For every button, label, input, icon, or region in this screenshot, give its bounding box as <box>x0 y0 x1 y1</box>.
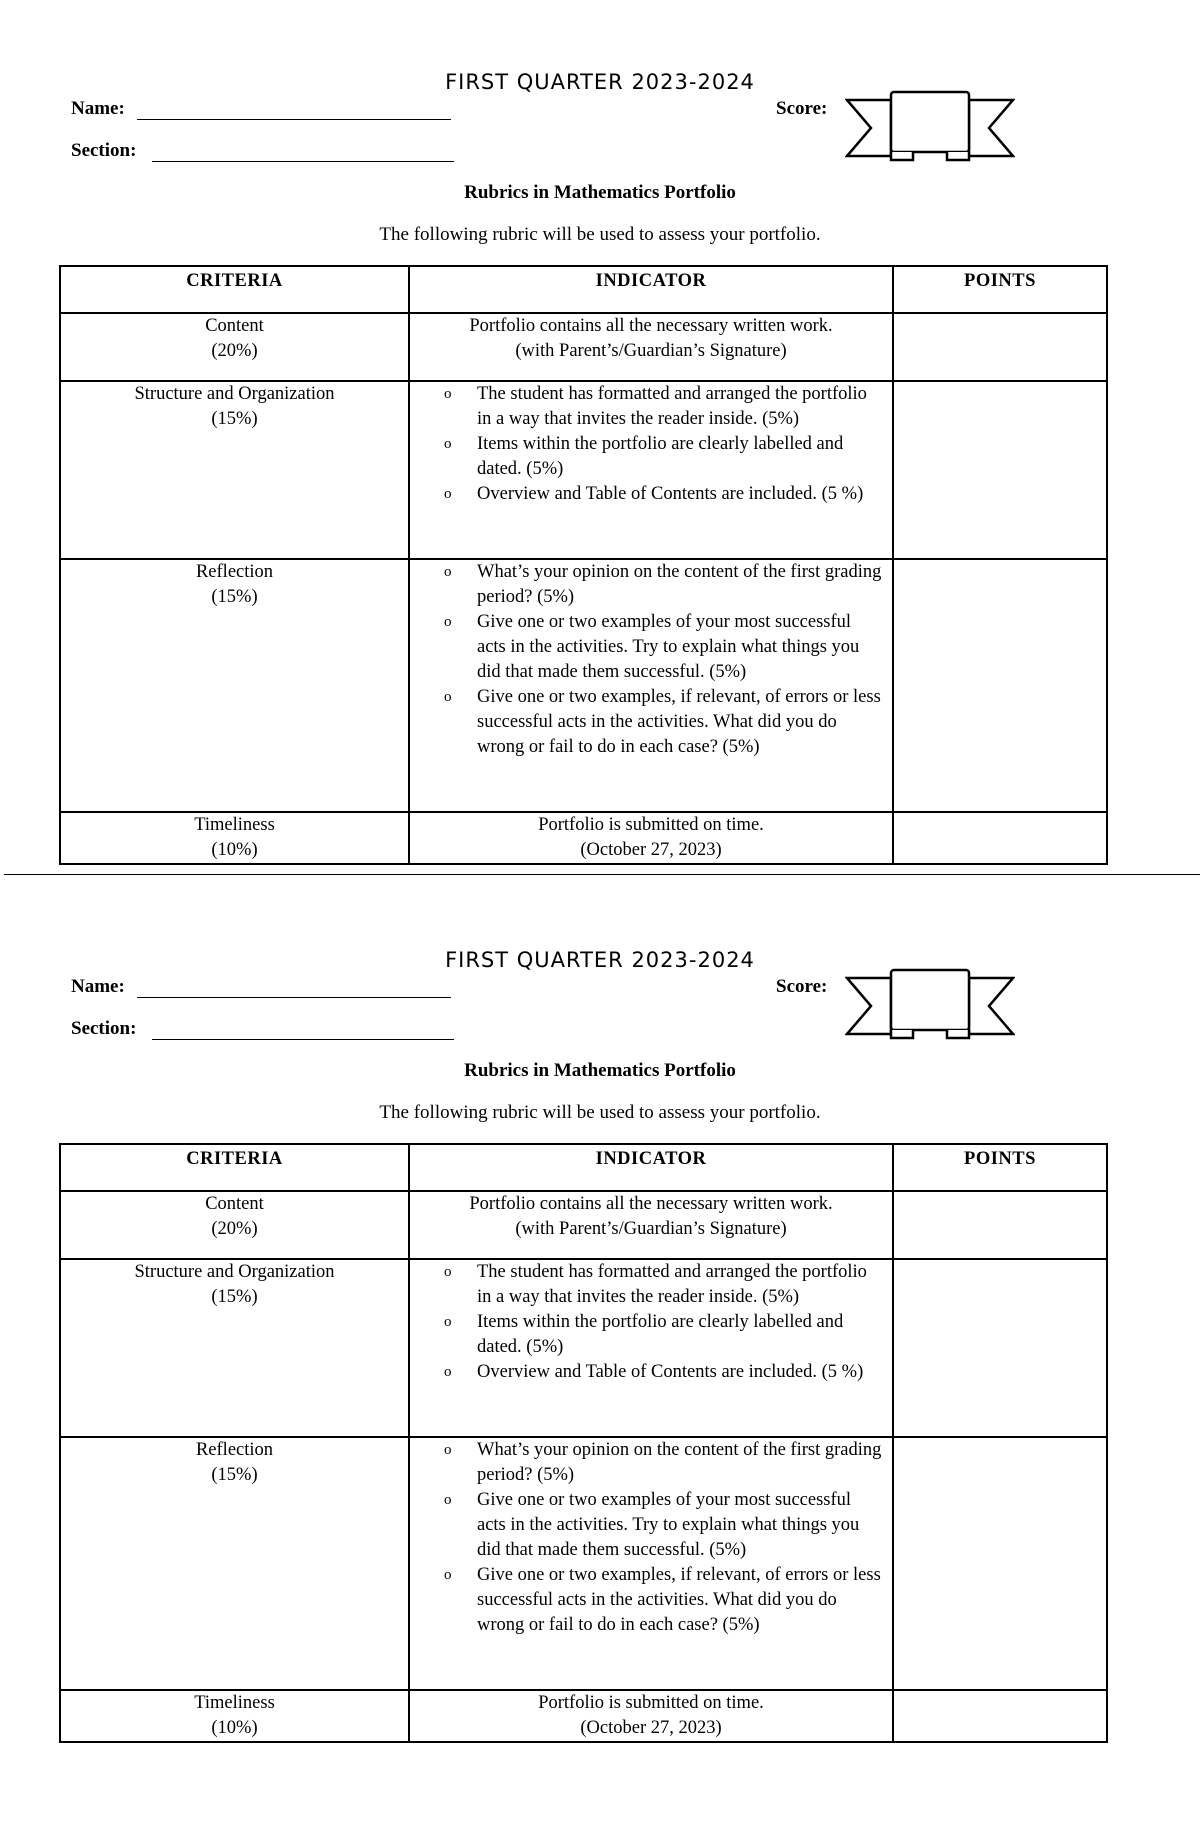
indicator-item: o Give one or two examples of your most successful acts in the activities. Try to explain what things you did that made them successful. (5%) <box>410 610 882 685</box>
criteria-name: Reflection <box>195 1440 274 1460</box>
indicator-cell <box>409 313 893 381</box>
points-cell[interactable] <box>893 812 1107 864</box>
indicator-line: (October 27, 2023) <box>580 840 722 860</box>
section-field[interactable] <box>152 1039 454 1040</box>
indicator-line: Portfolio is submitted on time. <box>538 815 764 835</box>
criteria-header: CRITERIA <box>60 1144 409 1191</box>
criteria-cell <box>60 559 409 812</box>
criteria-name: Timeliness <box>194 1693 275 1713</box>
score-label: Score: <box>776 976 828 997</box>
name-label: Name: <box>71 98 125 119</box>
criteria-name: Structure and Organization <box>134 1262 335 1282</box>
criteria-weight: (20%) <box>211 341 258 361</box>
rubric-table <box>59 1143 1108 1743</box>
indicator-line: Portfolio is submitted on time. <box>538 1693 764 1713</box>
name-field[interactable] <box>137 119 451 120</box>
criteria-name: Content <box>205 316 264 336</box>
quarter-title: FIRST QUARTER 2023-2024 <box>445 70 755 94</box>
criteria-weight: (15%) <box>211 1287 258 1307</box>
quarter-title: FIRST QUARTER 2023-2024 <box>445 948 755 972</box>
rubric-copy-2 <box>0 878 1200 1748</box>
indicator-item: o Overview and Table of Contents are included. (5 %) <box>410 482 882 507</box>
indicator-cell <box>409 1191 893 1259</box>
criteria-cell <box>60 1259 409 1437</box>
criteria-weight: (20%) <box>211 1219 258 1239</box>
indicator-cell <box>409 812 893 864</box>
criteria-cell <box>60 1191 409 1259</box>
indicator-item: o Give one or two examples of your most successful acts in the activities. Try to explain what things you did that made them successful. (5%) <box>410 1488 882 1563</box>
indicator-item: o The student has formatted and arranged the portfolio in a way that invites the reader inside. (5%) <box>410 1260 882 1310</box>
table-row <box>60 313 1107 381</box>
points-cell[interactable] <box>893 313 1107 381</box>
indicator-item: o Overview and Table of Contents are included. (5 %) <box>410 1360 882 1385</box>
table-row <box>60 1437 1107 1690</box>
criteria-weight: (10%) <box>211 1718 258 1738</box>
rubric-copy-1 <box>0 0 1200 870</box>
indicator-cell <box>409 1259 893 1437</box>
points-header: POINTS <box>893 266 1107 313</box>
indicator-item: o What’s your opinion on the content of the first grading period? (5%) <box>410 560 882 610</box>
table-header-row <box>60 1144 1107 1191</box>
section-field[interactable] <box>152 161 454 162</box>
criteria-cell <box>60 1437 409 1690</box>
criteria-cell <box>60 1690 409 1742</box>
rubric-title: Rubrics in Mathematics Portfolio <box>464 1060 736 1081</box>
points-cell[interactable] <box>893 1690 1107 1742</box>
criteria-weight: (15%) <box>211 409 258 429</box>
table-row <box>60 1690 1107 1742</box>
points-cell[interactable] <box>893 1259 1107 1437</box>
criteria-name: Timeliness <box>194 815 275 835</box>
criteria-weight: (15%) <box>211 1465 258 1485</box>
criteria-weight: (15%) <box>211 587 258 607</box>
name-label: Name: <box>71 976 125 997</box>
indicator-item: o Give one or two examples, if relevant, of errors or less successful acts in the activities. What did you do wrong or fail to do in each case? (5%) <box>410 1563 882 1638</box>
indicator-line: (with Parent’s/Guardian’s Signature) <box>515 341 787 361</box>
indicator-header: INDICATOR <box>409 266 893 313</box>
ribbon-banner-icon[interactable] <box>845 968 1015 1048</box>
points-cell[interactable] <box>893 1191 1107 1259</box>
indicator-line: Portfolio contains all the necessary written work. <box>469 1194 833 1214</box>
rubric-table <box>59 265 1108 865</box>
indicator-cell <box>409 559 893 812</box>
table-row <box>60 812 1107 864</box>
table-header-row <box>60 266 1107 313</box>
points-cell[interactable] <box>893 1437 1107 1690</box>
table-row <box>60 559 1107 812</box>
points-header: POINTS <box>893 1144 1107 1191</box>
table-row <box>60 1259 1107 1437</box>
intro-text: The following rubric will be used to assess your portfolio. <box>379 1102 821 1123</box>
criteria-weight: (10%) <box>211 840 258 860</box>
table-row <box>60 1191 1107 1259</box>
indicator-item: o Items within the portfolio are clearly labelled and dated. (5%) <box>410 432 882 482</box>
name-field[interactable] <box>137 997 451 998</box>
cut-line-divider <box>4 874 1200 875</box>
indicator-header: INDICATOR <box>409 1144 893 1191</box>
criteria-name: Reflection <box>195 562 274 582</box>
ribbon-banner-icon[interactable] <box>845 90 1015 170</box>
indicator-item: o Items within the portfolio are clearly labelled and dated. (5%) <box>410 1310 882 1360</box>
criteria-name: Structure and Organization <box>134 384 335 404</box>
rubric-title: Rubrics in Mathematics Portfolio <box>464 182 736 203</box>
criteria-cell <box>60 313 409 381</box>
points-cell[interactable] <box>893 559 1107 812</box>
indicator-cell <box>409 381 893 559</box>
criteria-cell <box>60 812 409 864</box>
score-label: Score: <box>776 98 828 119</box>
indicator-line: (with Parent’s/Guardian’s Signature) <box>515 1219 787 1239</box>
section-label: Section: <box>71 140 137 161</box>
indicator-cell <box>409 1690 893 1742</box>
criteria-name: Content <box>205 1194 264 1214</box>
table-row <box>60 381 1107 559</box>
points-cell[interactable] <box>893 381 1107 559</box>
indicator-cell <box>409 1437 893 1690</box>
criteria-header: CRITERIA <box>60 266 409 313</box>
indicator-item: o Give one or two examples, if relevant, of errors or less successful acts in the activities. What did you do wrong or fail to do in each case? (5%) <box>410 685 882 760</box>
indicator-line: (October 27, 2023) <box>580 1718 722 1738</box>
indicator-item: o What’s your opinion on the content of the first grading period? (5%) <box>410 1438 882 1488</box>
intro-text: The following rubric will be used to assess your portfolio. <box>379 224 821 245</box>
indicator-line: Portfolio contains all the necessary written work. <box>469 316 833 336</box>
indicator-item: o The student has formatted and arranged the portfolio in a way that invites the reader inside. (5%) <box>410 382 882 432</box>
section-label: Section: <box>71 1018 137 1039</box>
criteria-cell <box>60 381 409 559</box>
